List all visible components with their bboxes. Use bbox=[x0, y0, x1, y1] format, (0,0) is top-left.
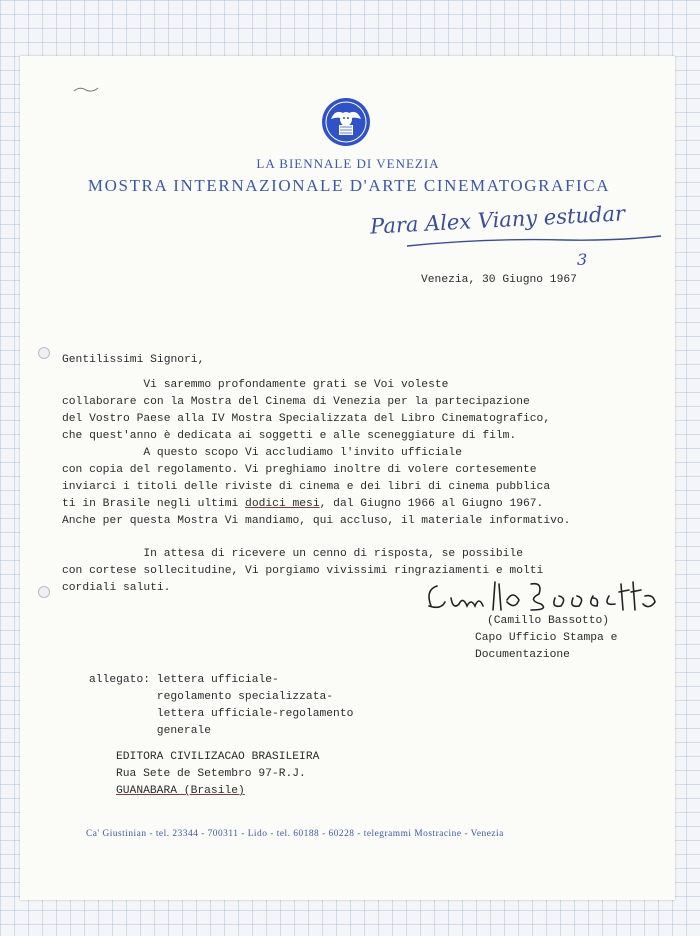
signer-title: Capo Ufficio Stampa e bbox=[475, 632, 618, 644]
attachment-line: regolamento specializzata- bbox=[89, 691, 334, 703]
attachment-line: allegato: lettera ufficiale- bbox=[89, 674, 279, 686]
body-text: , dal Giugno 1966 al Giugno 1967. bbox=[319, 498, 544, 510]
letterhead-footer: Ca' Giustinian - tel. 23344 - 700311 - Lido - tel. 60188 - 60228 - telegrammi Mostracine - Venezia bbox=[86, 829, 504, 839]
signer-title: Documentazione bbox=[475, 649, 570, 661]
body-line: inviarci i titoli delle riviste di cinema e dei libri di cinema pubblica bbox=[62, 481, 551, 493]
handwritten-underline bbox=[405, 234, 665, 250]
closing-line: cordiali saluti. bbox=[62, 582, 171, 594]
address-line: GUANABARA (Brasile) bbox=[116, 785, 245, 797]
body-line: con copia del regolamento. Vi preghiamo inoltre di volere cortesemente bbox=[62, 464, 537, 476]
body-line: Vi saremmo profondamente grati se Voi voleste bbox=[62, 379, 449, 391]
address-line: Rua Sete de Setembro 97-R.J. bbox=[116, 768, 306, 780]
body-line: collaborare con la Mostra del Cinema di Venezia per la partecipazione bbox=[62, 396, 530, 408]
signer-block bbox=[475, 613, 617, 664]
closing-line: In attesa di ricevere un cenno di risposta, se possibile bbox=[62, 548, 523, 560]
handwritten-note: Para Alex Viany estudar bbox=[369, 201, 626, 239]
body-line: Anche per questa Mostra Vi mandiamo, qui accluso, il materiale informativo. bbox=[62, 515, 571, 527]
signer-name: (Camillo Bassotto) bbox=[487, 615, 610, 627]
attachment-line: lettera ufficiale-regolamento bbox=[89, 708, 354, 720]
pencil-mark bbox=[72, 82, 100, 96]
body-text: ti in Brasile negli ultimi bbox=[62, 498, 246, 510]
letterhead-event: MOSTRA INTERNAZIONALE D'ARTE CINEMATOGRAFICA bbox=[87, 176, 611, 195]
closing-line: con cortese sollecitudine, Vi porgiamo vivissimi ringraziamenti e molti bbox=[62, 565, 544, 577]
punch-hole bbox=[38, 586, 50, 598]
salutation: Gentilissimi Signori, bbox=[62, 354, 205, 366]
address-line: EDITORA CIVILIZACAO BRASILEIRA bbox=[116, 751, 320, 763]
attachments bbox=[89, 672, 353, 740]
handwritten-mark: 3 bbox=[577, 250, 588, 269]
body-line bbox=[62, 496, 570, 513]
recipient-address bbox=[116, 749, 319, 800]
letterhead-organization: LA BIENNALE DI VENEZIA bbox=[256, 156, 440, 171]
letter-body bbox=[62, 377, 570, 530]
date-line: Venezia, 30 Giugno 1967 bbox=[421, 274, 577, 286]
punch-hole bbox=[38, 347, 50, 359]
body-line: che quest'anno è dedicata ai soggetti e alle sceneggiature di film. bbox=[62, 430, 517, 442]
attachment-line: generale bbox=[89, 725, 212, 737]
body-line: del Vostro Paese alla IV Mostra Specializzata del Libro Cinematografico, bbox=[62, 413, 551, 425]
lion-of-st-mark-seal-icon bbox=[321, 97, 371, 147]
body-line: A questo scopo Vi accludiamo l'invito ufficiale bbox=[62, 447, 462, 459]
underlined-text: dodici mesi bbox=[245, 498, 320, 510]
